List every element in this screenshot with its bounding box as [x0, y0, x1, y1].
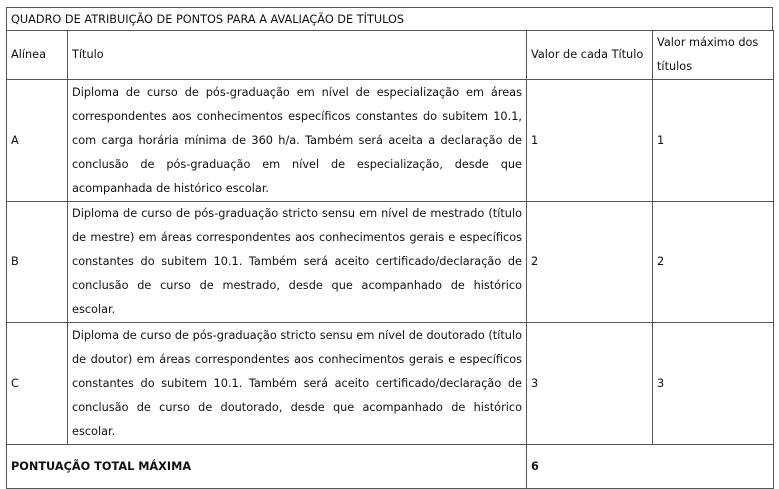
row-valor: 1 — [527, 80, 653, 202]
total-value: 6 — [527, 445, 774, 489]
row-alinea: B — [7, 202, 68, 323]
row-alinea: A — [7, 80, 68, 202]
row-maximo: 2 — [653, 202, 774, 323]
row-valor: 2 — [527, 202, 653, 323]
table-row — [7, 80, 774, 202]
row-maximo: 1 — [653, 80, 774, 202]
table-caption: QUADRO DE ATRIBUIÇÃO DE PONTOS PARA A AVALIAÇÃO DE TÍTULOS — [6, 7, 773, 31]
row-maximo: 3 — [653, 323, 774, 445]
header-valor: Valor de cada Título — [527, 31, 653, 80]
table-header-row — [7, 31, 774, 80]
header-alinea: Alínea — [7, 31, 68, 80]
table-row — [7, 323, 774, 445]
header-titulo: Título — [68, 31, 527, 80]
points-table-document — [6, 7, 773, 473]
total-row — [7, 445, 774, 489]
points-table — [6, 30, 774, 489]
row-valor: 3 — [527, 323, 653, 445]
row-titulo: Diploma de curso de pós-graduação stricto sensu em nível de mestrado (título de mestre) em áreas correspondentes aos conhecimentos gerais e específicos constantes do subitem 10.1. Também será aceito certificado/declaração de conclusão de curso de mestrado, desde que acompanhado de histórico escolar. — [68, 202, 527, 323]
row-titulo: Diploma de curso de pós-graduação stricto sensu em nível de doutorado (título de doutor) em áreas correspondentes aos conhecimentos gerais e específicos constantes do subitem 10.1. Também será aceito certificado/declaração de conclusão de curso de doutorado, desde que acompanhado de histórico escolar. — [68, 323, 527, 445]
header-maximo: Valor máximo dos títulos — [653, 31, 774, 80]
row-titulo: Diploma de curso de pós-graduação em nível de especialização em áreas correspondentes aos conhecimentos específicos constantes do subitem 10.1, com carga horária mínima de 360 h/a. Também será aceita a declaração de conclusão de pós-graduação em nível de especialização, desde que acompanhada de histórico escolar. — [68, 80, 527, 202]
total-label: PONTUAÇÃO TOTAL MÁXIMA — [7, 445, 527, 489]
table-row — [7, 202, 774, 323]
row-alinea: C — [7, 323, 68, 445]
